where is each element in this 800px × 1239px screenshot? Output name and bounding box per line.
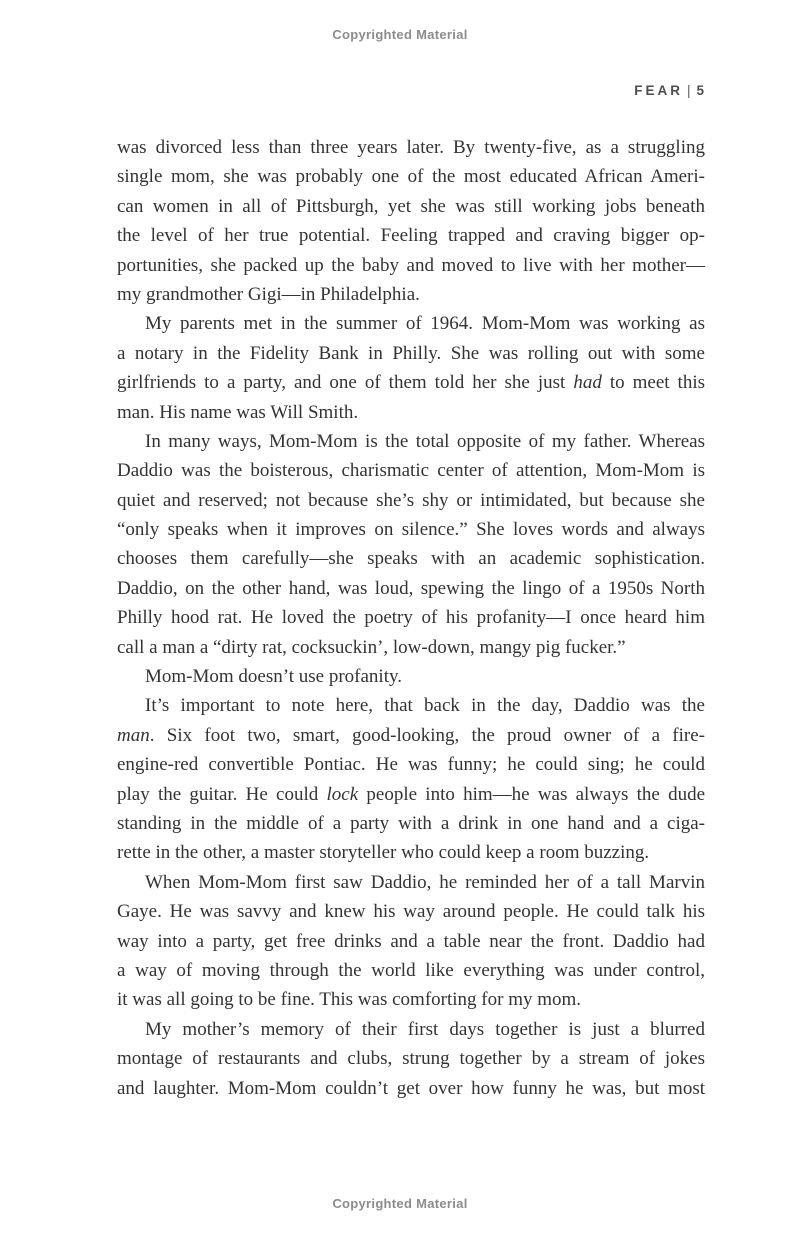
text-line bbox=[117, 251, 705, 280]
text-line bbox=[117, 368, 705, 397]
running-header bbox=[634, 83, 705, 98]
text-segment: Gaye. He was savvy and knew his way around people. He could talk his bbox=[117, 901, 705, 923]
paragraph bbox=[117, 133, 705, 309]
text-line bbox=[117, 985, 705, 1014]
text-segment: Daddio, on the other hand, was loud, spewing the lingo of a 1950s North bbox=[117, 577, 705, 599]
text-segment: standing in the middle of a party with a drink in one hand and a ciga- bbox=[117, 812, 705, 834]
copyright-notice-bottom: Copyrighted Material bbox=[332, 1196, 468, 1211]
paragraph bbox=[117, 1015, 705, 1103]
text-segment: was divorced less than three years later. By twenty-five, as a struggling bbox=[117, 137, 705, 158]
text-segment: Mom-Mom doesn’t use profanity. bbox=[145, 666, 403, 688]
paragraph bbox=[117, 868, 705, 1015]
paragraph bbox=[117, 309, 705, 427]
text-line bbox=[117, 838, 705, 867]
page-number: 5 bbox=[696, 83, 705, 98]
italic-text: lock bbox=[326, 783, 359, 805]
text-segment: It’s important to note here, that back in the day, Daddio was the bbox=[145, 695, 705, 717]
text-segment: When Mom-Mom first saw Daddio, he reminded her of a tall Marvin bbox=[145, 871, 705, 893]
text-line bbox=[117, 897, 705, 926]
text-line bbox=[117, 633, 705, 662]
text-segment: man. His name was Will Smith. bbox=[117, 401, 359, 423]
text-segment: In many ways, Mom-Mom is the total opposite of my father. Whereas bbox=[145, 430, 705, 452]
text-segment: portunities, she packed up the baby and moved to live with her mother— bbox=[117, 254, 705, 276]
text-line bbox=[117, 280, 705, 309]
chapter-title: FEAR bbox=[634, 83, 683, 98]
text-segment: my grandmother Gigi—in Philadelphia. bbox=[117, 283, 420, 305]
text-segment: Philly hood rat. He loved the poetry of his profanity—I once heard him bbox=[117, 607, 705, 629]
text-line bbox=[117, 133, 705, 162]
text-line bbox=[117, 809, 705, 838]
text-line bbox=[117, 721, 705, 750]
text-segment: montage of restaurants and clubs, strung together by a stream of jokes bbox=[117, 1048, 705, 1070]
text-line bbox=[117, 544, 705, 573]
text-line bbox=[117, 486, 705, 515]
text-line bbox=[117, 956, 705, 985]
paragraph bbox=[117, 427, 705, 662]
text-line bbox=[117, 456, 705, 485]
text-line bbox=[117, 662, 705, 691]
text-line bbox=[117, 309, 705, 338]
text-segment: “only speaks when it improves on silence.” She loves words and always bbox=[117, 519, 705, 541]
text-segment: Daddio was the boisterous, charismatic center of attention, Mom-Mom is bbox=[117, 460, 705, 482]
text-segment: call a man a “dirty rat, cocksuckin’, low-down, mangy pig fucker.” bbox=[117, 636, 626, 658]
text-line bbox=[117, 339, 705, 368]
text-line bbox=[117, 192, 705, 221]
text-line bbox=[117, 1015, 705, 1044]
text-segment: My mother’s memory of their first days together is just a blurred bbox=[145, 1018, 705, 1040]
text-line bbox=[117, 927, 705, 956]
text-line bbox=[117, 574, 705, 603]
text-segment: chooses them carefully—she speaks with an academic sophistication. bbox=[117, 548, 705, 570]
text-line bbox=[117, 1074, 705, 1103]
text-line bbox=[117, 398, 705, 427]
text-line bbox=[117, 691, 705, 720]
italic-text: had bbox=[573, 372, 602, 394]
text-line bbox=[117, 750, 705, 779]
text-segment: single mom, she was probably one of the most educated African Ameri- bbox=[117, 166, 705, 188]
body-text bbox=[117, 133, 705, 1103]
text-line bbox=[117, 868, 705, 897]
text-segment: the level of her true potential. Feeling trapped and craving bigger op- bbox=[117, 225, 705, 247]
text-line bbox=[117, 221, 705, 250]
header-separator: | bbox=[686, 83, 691, 98]
italic-text: man bbox=[117, 724, 150, 746]
paragraph bbox=[117, 691, 705, 867]
text-line bbox=[117, 515, 705, 544]
text-segment: quiet and reserved; not because she’s shy or intimidated, but because she bbox=[117, 489, 705, 511]
text-segment: way into a party, get free drinks and a table near the front. Daddio had bbox=[117, 930, 705, 952]
text-line bbox=[117, 603, 705, 632]
text-line bbox=[117, 1044, 705, 1073]
text-line bbox=[117, 427, 705, 456]
copyright-notice-top: Copyrighted Material bbox=[332, 27, 468, 42]
text-segment: people into him—he was always the dude bbox=[358, 783, 705, 805]
text-segment: and laughter. Mom-Mom couldn’t get over how funny he was, but most bbox=[117, 1077, 705, 1099]
text-line bbox=[117, 162, 705, 191]
text-segment: girlfriends to a party, and one of them told her she just bbox=[117, 372, 574, 394]
text-segment: engine-red convertible Pontiac. He was funny; he could sing; he could bbox=[117, 754, 705, 776]
paragraph bbox=[117, 662, 705, 691]
text-segment: can women in all of Pittsburgh, yet she was still working jobs beneath bbox=[117, 195, 705, 217]
text-segment: . Six foot two, smart, good-looking, the proud owner of a fire- bbox=[149, 724, 705, 746]
text-segment: My parents met in the summer of 1964. Mom-Mom was working as bbox=[145, 313, 705, 335]
text-segment: it was all going to be fine. This was comforting for my mom. bbox=[117, 989, 582, 1011]
text-segment: a way of moving through the world like everything was under control, bbox=[117, 959, 705, 981]
text-segment: a notary in the Fidelity Bank in Philly. She was rolling out with some bbox=[117, 342, 705, 364]
text-segment: to meet this bbox=[601, 372, 705, 394]
text-segment: play the guitar. He could bbox=[117, 783, 327, 805]
text-segment: rette in the other, a master storyteller who could keep a room buzzing. bbox=[117, 842, 650, 864]
text-line bbox=[117, 780, 705, 809]
